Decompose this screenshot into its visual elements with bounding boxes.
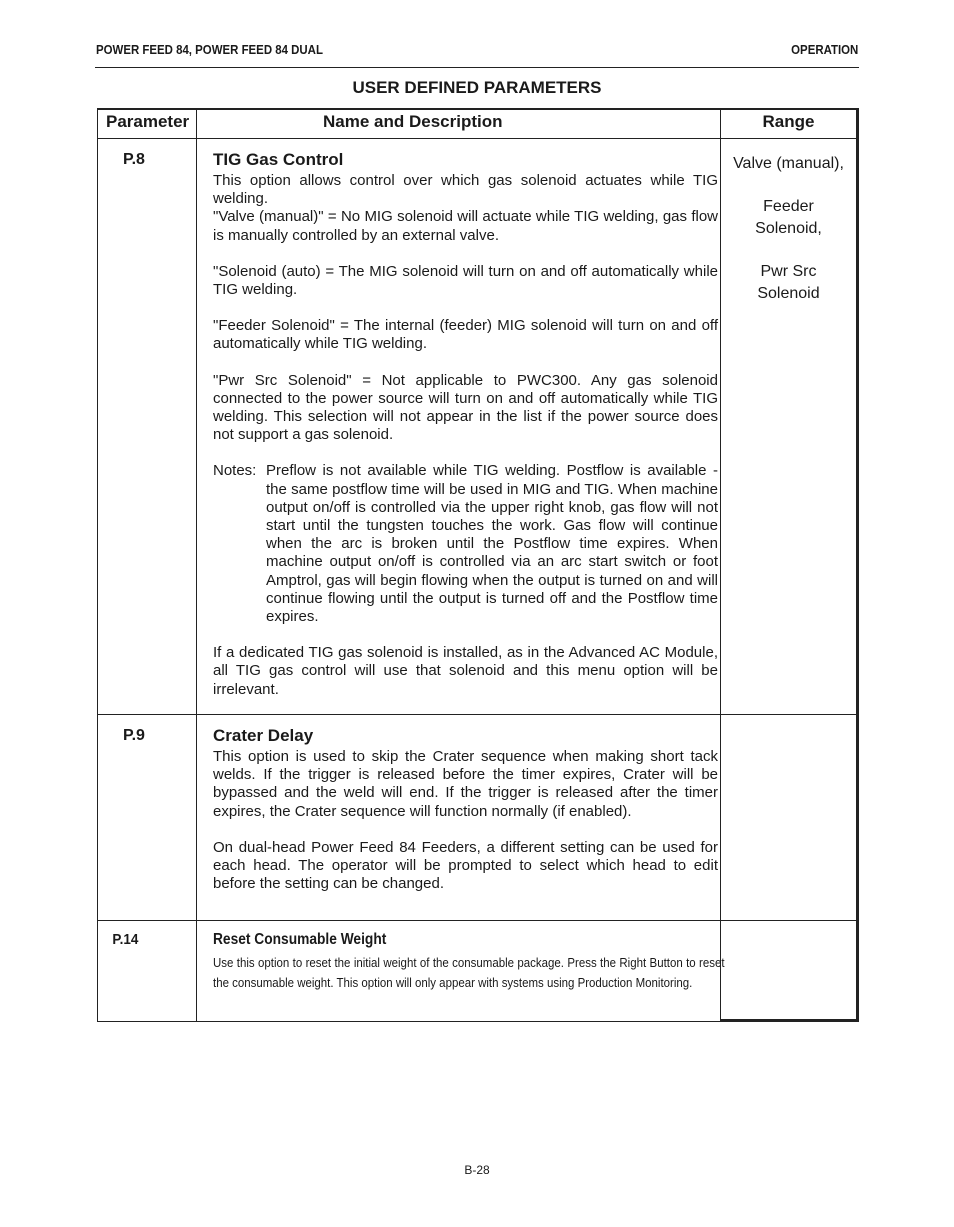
- option-pwr-src-solenoid: "Pwr Src Solenoid" = Not applicable to PWC300. Any gas solenoid connected to the power source will turn on and off automatically while TIG welding. This selection will not appear in the list if the power source does not support a gas solenoid.: [213, 371, 718, 444]
- description-paragraph: Use this option to reset the initial weight of the consumable package. Press the Right Button to reset the consumable weight. This option will only appear with systems using Production Monitoring.: [213, 955, 725, 990]
- description-cell: [197, 139, 721, 714]
- parameters-table: [97, 108, 859, 1022]
- parameter-id: P.9: [123, 727, 145, 744]
- option-solenoid-auto: "Solenoid (auto) = The MIG solenoid will turn on and off automatically while TIG welding.: [213, 262, 718, 299]
- range-line: Pwr Src: [760, 263, 817, 280]
- column-header-parameter: Parameter: [98, 110, 197, 138]
- description-paragraph: This option allows control over which gas solenoid actuates while TIG welding.: [213, 172, 718, 208]
- description-paragraph: On dual-head Power Feed 84 Feeders, a different setting can be used for each head. The operator will be prompted to select which head to edit before the setting can be changed.: [213, 838, 718, 893]
- closing-paragraph: If a dedicated TIG gas solenoid is installed, as in the Advanced AC Module, all TIG gas control will use that solenoid and this menu option will be irrelevant.: [213, 644, 718, 698]
- header-section: OPERATION: [790, 42, 858, 57]
- parameter-id: P.14: [112, 931, 139, 948]
- range-line: Solenoid,: [755, 220, 822, 237]
- range-line: Valve (manual),: [733, 155, 844, 172]
- section-title: USER DEFINED PARAMETERS: [352, 78, 602, 97]
- header-title: POWER FEED 84, POWER FEED 84 DUAL: [96, 42, 323, 57]
- range-line: Solenoid: [757, 285, 820, 302]
- parameter-title: Reset Consumable Weight: [213, 931, 387, 948]
- table-row-p9: [98, 715, 858, 921]
- table-header-row: [98, 110, 858, 139]
- page-number: B-28: [464, 1163, 490, 1177]
- range-cell: [721, 139, 858, 714]
- range-line: Feeder: [763, 198, 814, 215]
- notes-label: Notes:: [213, 462, 257, 480]
- description-paragraph: This option is used to skip the Crater sequence when making short tack welds. If the trigger is released before the timer expires, Crater will be bypassed and the weld will end. If the trigger is released after the timer expires, the Crater sequence will function normally (if enabled).: [213, 748, 718, 820]
- description-cell: [197, 921, 725, 1021]
- notes-block: [213, 462, 718, 626]
- parameter-title: TIG Gas Control: [213, 150, 344, 169]
- column-header-range: Range: [721, 110, 858, 138]
- parameter-id: P.8: [123, 151, 145, 168]
- range-cell: [721, 921, 858, 1021]
- column-header-name: Name and Description: [197, 110, 721, 138]
- table-row-p8: [98, 139, 858, 715]
- option-feeder-solenoid: "Feeder Solenoid" = The internal (feeder) MIG solenoid will turn on and off automatically while TIG welding.: [213, 317, 718, 353]
- parameter-title: Crater Delay: [213, 726, 314, 745]
- header-rule: [95, 67, 859, 68]
- table-row-p14: [98, 921, 858, 1021]
- description-cell: [197, 715, 721, 920]
- notes-text: Preflow is not available while TIG welding. Postflow is available - the same postflow time will be used in MIG and TIG. When machine output on/off is controlled via the upper right knob, gas flow will not start until the tungsten touches the work. Gas flow will continue when the arc is broken until the Postflow time expires. When machine output on/off is controlled via an arc start switch or foot Amptrol, gas will begin flowing when the output is turned on and will continue flowing until the output is turned off and the Postflow time expires.: [266, 462, 718, 626]
- range-cell: [721, 715, 858, 920]
- option-valve-manual: "Valve (manual)" = No MIG solenoid will actuate while TIG welding, gas flow is manually controlled by an external valve.: [213, 208, 718, 244]
